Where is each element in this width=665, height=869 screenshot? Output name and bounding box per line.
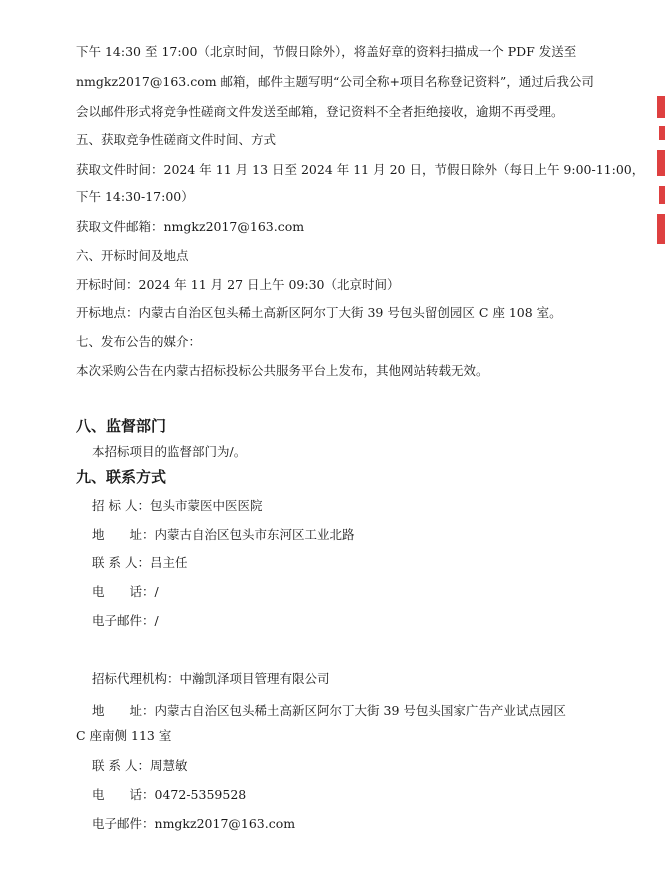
agency-name-row xyxy=(92,671,330,687)
agency-contact-row xyxy=(92,758,187,774)
seal-stamp-fragment xyxy=(659,186,665,204)
section-6-heading: 六、开标时间及地点 xyxy=(76,248,189,263)
purchaser-email-value: / xyxy=(154,613,159,628)
section-9-heading: 九、联系方式 xyxy=(76,468,167,486)
agency-address-row xyxy=(92,703,566,719)
purchaser-phone-row xyxy=(92,584,159,600)
purchaser-address-label: 地 址： xyxy=(92,527,155,542)
opening-place: 开标地点：内蒙古自治区包头稀土高新区阿尔丁大街 39 号包头留创园区 C 座 108 室。 xyxy=(76,305,562,320)
purchaser-contact-value: 吕主任 xyxy=(149,555,188,570)
opening-time: 开标时间：2024 年 11 月 27 日上午 09:30（北京时间） xyxy=(76,277,400,292)
agency-address-label: 地 址： xyxy=(92,703,155,718)
agency-name-value: 中瀚凯泽项目管理有限公司 xyxy=(179,671,330,686)
agency-email-label: 电子邮件： xyxy=(92,816,155,831)
document-email: 获取文件邮箱：nmgkz2017@163.com xyxy=(76,219,305,234)
registration-text-line-1: 下午 14:30 至 17:00（北京时间，节假日除外），将盖好章的资料扫描成一个 PDF 发送至 xyxy=(76,44,577,59)
seal-stamp-fragment xyxy=(657,150,665,176)
purchaser-address-value: 内蒙古自治区包头市东河区工业北路 xyxy=(154,527,355,542)
agency-email-row xyxy=(92,816,295,832)
purchaser-contact-label: 联 系 人： xyxy=(92,555,150,570)
agency-phone-row xyxy=(92,787,246,803)
registration-text-line-2: nmgkz2017@163.com 邮箱，邮件主题写明“公司全称+项目名称登记资料”，通过后我公司 xyxy=(76,74,594,89)
purchaser-phone-value: / xyxy=(154,584,159,599)
agency-contact-value: 周慧敏 xyxy=(149,758,188,773)
purchaser-name-label: 招 标 人： xyxy=(92,498,150,513)
purchaser-name-row xyxy=(92,498,262,514)
seal-stamp-fragment xyxy=(657,96,665,118)
agency-address-value: 内蒙古自治区包头稀土高新区阿尔丁大街 39 号包头国家广告产业试点园区 xyxy=(154,703,566,718)
publication-media-text: 本次采购公告在内蒙古招标投标公共服务平台上发布，其他网站转载无效。 xyxy=(76,363,489,378)
document-time-line-1: 获取文件时间：2024 年 11 月 13 日至 2024 年 11 月 20 日，节假日除外（每日上午 9:00-11:00， xyxy=(76,162,645,177)
agency-name-label: 招标代理机构： xyxy=(92,671,180,686)
seal-stamp-fragment xyxy=(657,214,665,244)
seal-stamp-fragment xyxy=(659,126,665,140)
registration-text-line-3: 会以邮件形式将竞争性磋商文件发送至邮箱，登记资料不全者拒绝接收，逾期不再受理。 xyxy=(76,104,564,119)
agency-phone-value: 0472-5359528 xyxy=(154,787,247,802)
agency-address-continued: C 座南侧 113 室 xyxy=(76,728,172,743)
section-5-heading: 五、获取竞争性磋商文件时间、方式 xyxy=(76,132,277,147)
agency-email-value: nmgkz2017@163.com xyxy=(154,816,296,831)
agency-contact-label: 联 系 人： xyxy=(92,758,150,773)
purchaser-phone-label: 电 话： xyxy=(92,584,155,599)
purchaser-contact-row xyxy=(92,555,187,571)
supervision-text: 本招标项目的监督部门为/。 xyxy=(92,444,247,459)
purchaser-address-row xyxy=(92,527,355,543)
purchaser-name-value: 包头市蒙医中医医院 xyxy=(149,498,263,513)
section-7-heading: 七、发布公告的媒介： xyxy=(76,334,202,349)
document-time-line-2: 下午 14:30-17:00） xyxy=(76,189,194,204)
section-8-heading: 八、监督部门 xyxy=(76,417,167,435)
purchaser-email-row xyxy=(92,613,159,629)
agency-phone-label: 电 话： xyxy=(92,787,155,802)
purchaser-email-label: 电子邮件： xyxy=(92,613,155,628)
